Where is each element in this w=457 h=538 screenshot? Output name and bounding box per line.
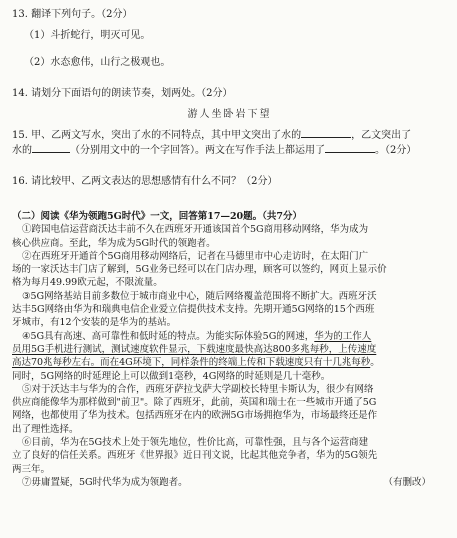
section-2-title: （二）阅读《华为领跑5G时代》一文，回答第17—20题。（共7分） xyxy=(12,211,303,222)
p4-line-1 xyxy=(12,330,447,343)
q14-title: 14. 请划分下面语句的朗读节奏，划两处。（2分） xyxy=(12,88,233,99)
p4-underlined-3: 下载速度最快高达800多兆每秒，上传速度 xyxy=(196,343,377,355)
p5-line-4: 出了理性选择。 xyxy=(12,423,79,435)
p5-line-2: 供应商能像华为那样做到"前卫"。除了西班牙，此前，英国和瑞士在一些城市开通了5G xyxy=(12,397,377,409)
reading-passage xyxy=(12,210,447,489)
q13-sentence-1: （1）斗折蛇行，明灭可见。 xyxy=(24,30,151,41)
q15-text-4: （分别用文中的一个字回答）。两文在写作手法上都运用了 xyxy=(70,145,325,156)
q15-text-3: 水的 xyxy=(12,145,32,156)
q15-blank-1[interactable] xyxy=(301,127,351,138)
q15-text-1: 15. 甲、乙两文写水，突出了水的不同特点，其中甲文突出了水的 xyxy=(12,130,302,141)
p4-underlined-4: 高达70兆每秒左右。而在4G环境下，同样条件的终端上传和下载速度只有十几兆每秒 xyxy=(12,357,371,369)
q13-title: 13. 翻译下列句子。（2分） xyxy=(12,9,133,20)
p3-line-2: 达丰5G网络由华为和瑞典电信企业爱立信提供技术支持。先期开通5G网络的15个西班 xyxy=(12,304,375,316)
p2-line-3: 格为每月49.99欧元起，不限流量。 xyxy=(12,277,163,289)
p5-line-3: 网络，也都使用了华为技术。包括西班牙在内的欧洲5G市场拥抱华为，市场最终还是作 xyxy=(12,410,378,422)
p4-underlined-2: 员用5G手机进行测试，测试速度软件显示， xyxy=(12,343,197,355)
q15-blank-2[interactable] xyxy=(32,142,70,153)
q14-sentence: 游人坐卧岩下望 xyxy=(187,109,272,120)
p4-line-2 xyxy=(12,343,447,356)
p1-line-1: ①跨国电信运营商沃达丰前不久在西班牙开通该国首个5G商用移动网络，华为成为 xyxy=(22,224,369,236)
p6-line-3: 两三年。 xyxy=(12,463,51,475)
edit-note: （有删改） xyxy=(383,476,431,488)
q15-text-2: ，乙文突出了 xyxy=(351,130,412,141)
p6-line-2: 立了良好的信任关系。西班牙《世界报》近日刊文说，比起其他竞争者，华为的5G领先 xyxy=(12,450,378,462)
p7-text: ⑦毋庸置疑，5G时代华为成为领跑者。 xyxy=(22,476,188,488)
p4-line-4: 同时，5G网络的时延理论上可以做到1毫秒，4G网络的时延则是几十毫秒。 xyxy=(12,370,331,382)
q15-line-1 xyxy=(12,127,447,142)
p2-line-1: ②在西班牙开通首个5G商用移动网络后，记者在马德里市中心走访时，在太阳门广 xyxy=(22,250,369,262)
p7-line xyxy=(12,476,447,489)
p4-line-1-text: ④5G具有高速、高可靠性和低时延的特点。为能实际体验5G的网速， xyxy=(22,330,315,342)
p6-line-1: ⑥目前，华为在5G技术上处于领先地位，性价比高，可靠性强，且与各个运营商建 xyxy=(22,437,369,449)
p3-line-1: ③5G网络基站目前多数位于城市商业中心，随后网络覆盖范围将不断扩大。西班牙沃 xyxy=(22,290,377,302)
p2-line-2: 场的一家沃达丰门店了解到，5G业务已经可以在门店办理，顾客可以签约，网页上显示价 xyxy=(12,264,387,276)
p5-line-1: ⑤对于沃达丰与华为的合作，西班牙萨拉戈萨大学副校长特里卡斯认为，很少有网络 xyxy=(22,383,374,395)
p4-line-3 xyxy=(12,356,447,369)
p4-underlined-1: 华为的工作人 xyxy=(314,330,372,342)
p3-line-3: 牙城市，有12个安装的是华为的基站。 xyxy=(12,317,177,329)
p4-line-3-end: 。 xyxy=(370,357,380,369)
q16-title: 16. 请比较甲、乙两文表达的思想感情有什么不同？（2分） xyxy=(12,176,278,187)
q13-sentence-2: （2）水态愈伟，山行之极观也。 xyxy=(24,57,171,68)
p1-line-2: 核心供应商。至此，华为成为5G时代的领跑者。 xyxy=(12,237,216,249)
q15-blank-3[interactable] xyxy=(325,142,375,153)
q15-line-2 xyxy=(12,142,447,157)
q15-text-5: 。（2分） xyxy=(375,145,417,156)
